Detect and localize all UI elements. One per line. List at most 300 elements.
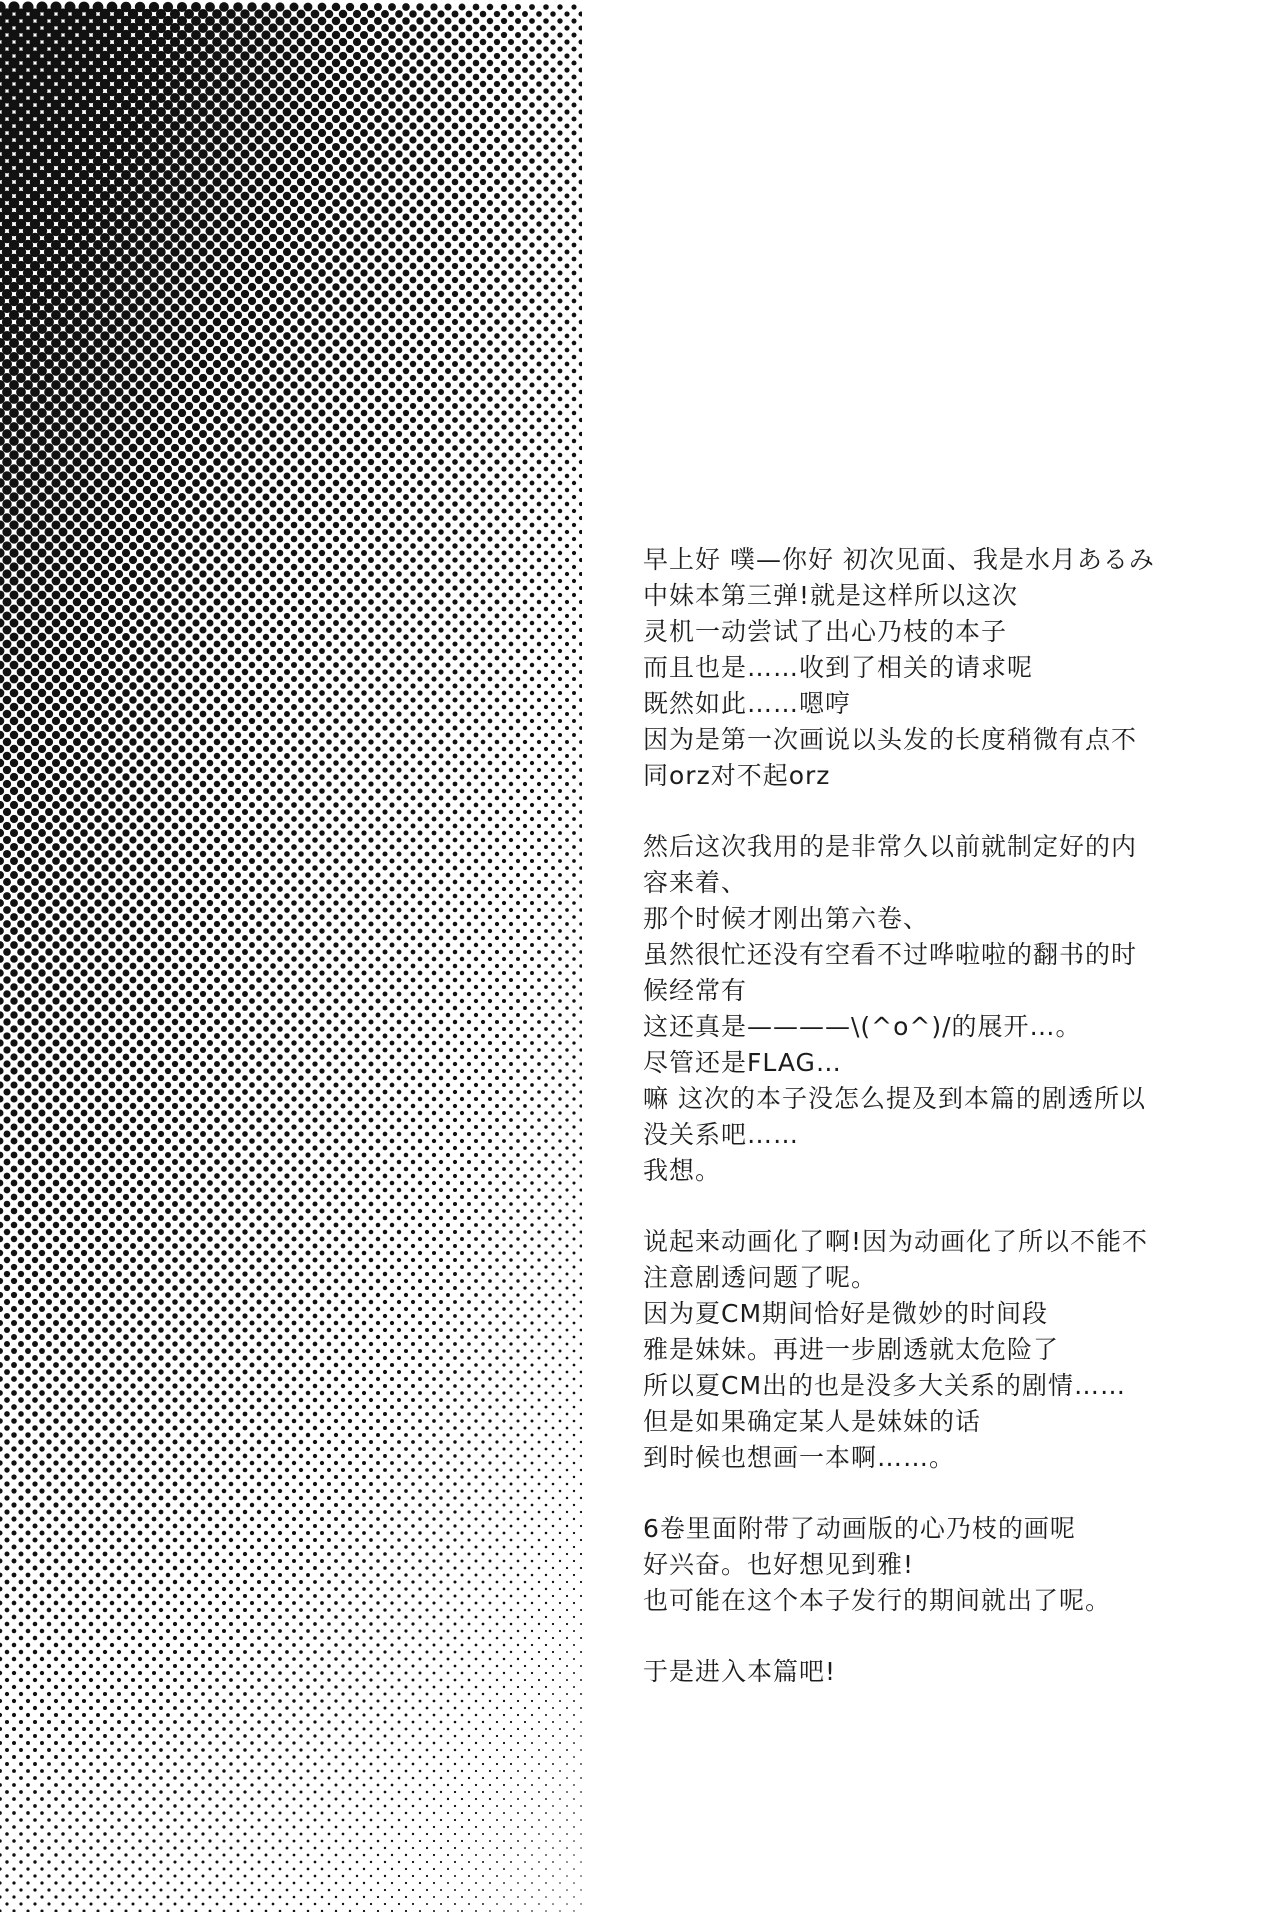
halftone-dot xyxy=(157,528,165,536)
halftone-dot xyxy=(487,452,492,457)
halftone-dot xyxy=(297,150,305,158)
halftone-dot xyxy=(572,229,577,234)
halftone-dot xyxy=(270,543,277,550)
halftone-dot xyxy=(389,298,396,305)
halftone-dot xyxy=(508,319,514,325)
halftone-dot xyxy=(509,572,514,577)
halftone-dot xyxy=(198,9,208,19)
halftone-dot xyxy=(375,410,382,417)
halftone-dot xyxy=(326,711,332,717)
halftone-dot xyxy=(473,186,479,192)
halftone-dot xyxy=(382,543,388,549)
halftone-dot xyxy=(508,81,514,87)
halftone-dot xyxy=(319,690,325,696)
halftone-dot xyxy=(395,122,402,129)
halftone-dot xyxy=(410,599,416,605)
halftone-dot xyxy=(522,207,528,213)
halftone-dot xyxy=(333,620,339,626)
halftone-dot xyxy=(290,423,297,430)
halftone-dot xyxy=(261,86,270,95)
halftone-dot xyxy=(402,87,409,94)
halftone-dot xyxy=(367,108,375,116)
halftone-dot xyxy=(333,550,339,556)
halftone-dot xyxy=(242,669,248,675)
halftone-dot xyxy=(305,466,312,473)
halftone-dot xyxy=(156,219,166,229)
halftone-dot xyxy=(277,690,283,696)
halftone-dot xyxy=(395,220,402,227)
halftone-dot xyxy=(572,383,577,388)
halftone-dot xyxy=(23,422,33,432)
halftone-dot xyxy=(297,10,306,19)
halftone-dot xyxy=(10,647,19,656)
halftone-dot xyxy=(375,438,381,444)
halftone-dot xyxy=(466,627,471,632)
halftone-dot xyxy=(368,613,374,619)
halftone-dot xyxy=(270,655,276,661)
halftone-dot xyxy=(312,529,318,535)
halftone-dot xyxy=(101,794,109,802)
halftone-dot xyxy=(65,492,74,501)
halftone-dot xyxy=(537,684,541,688)
halftone-dot xyxy=(396,403,402,409)
halftone-dot xyxy=(396,697,401,702)
halftone-dot xyxy=(473,228,479,234)
halftone-dot xyxy=(508,95,514,101)
halftone-dot xyxy=(459,74,466,81)
halftone-dot xyxy=(256,613,263,620)
halftone-dot xyxy=(3,682,12,691)
halftone-dot xyxy=(150,451,158,459)
halftone-dot xyxy=(52,815,60,823)
halftone-dot xyxy=(206,605,213,612)
halftone-dot xyxy=(452,445,458,451)
halftone-dot xyxy=(409,164,416,171)
halftone-dot xyxy=(17,598,26,607)
halftone-dot xyxy=(283,164,292,173)
halftone-dot xyxy=(184,205,193,214)
halftone-dot xyxy=(163,170,173,180)
halftone-dot xyxy=(487,256,493,262)
halftone-dot xyxy=(467,698,472,703)
halftone-dot xyxy=(226,65,235,74)
halftone-dot xyxy=(227,290,235,298)
halftone-dot xyxy=(191,114,201,124)
halftone-dot xyxy=(115,626,123,634)
halftone-dot xyxy=(354,739,359,744)
halftone-dot xyxy=(178,689,185,696)
halftone-dot xyxy=(228,641,235,648)
halftone-dot xyxy=(340,599,346,605)
halftone-dot xyxy=(536,109,542,115)
halftone-dot xyxy=(530,481,535,486)
halftone-dot xyxy=(410,347,416,353)
halftone-dot xyxy=(206,255,215,264)
halftone-dot xyxy=(178,521,186,529)
halftone-dot xyxy=(311,178,319,186)
halftone-dot xyxy=(495,796,500,801)
halftone-dot xyxy=(136,381,145,390)
halftone-dot xyxy=(10,605,19,614)
halftone-dot xyxy=(0,787,4,795)
halftone-dot xyxy=(564,179,569,184)
halftone-dot xyxy=(417,746,422,751)
halftone-dot xyxy=(522,95,528,101)
halftone-dot xyxy=(550,207,555,212)
halftone-dot xyxy=(185,472,193,480)
halftone-dot xyxy=(312,487,319,494)
halftone-dot xyxy=(270,809,276,815)
halftone-dot xyxy=(108,493,117,502)
halftone-dot xyxy=(318,143,326,151)
halftone-dot xyxy=(164,451,172,459)
halftone-dot xyxy=(368,417,375,424)
halftone-dot xyxy=(65,450,74,459)
halftone-dot xyxy=(192,283,201,292)
halftone-dot xyxy=(403,312,410,319)
halftone-dot xyxy=(409,80,416,87)
halftone-dot xyxy=(332,87,340,95)
halftone-dot xyxy=(459,382,465,388)
halftone-dot xyxy=(375,522,381,528)
halftone-dot xyxy=(115,724,123,732)
halftone-dot xyxy=(213,430,221,438)
halftone-dot xyxy=(438,207,445,214)
halftone-dot xyxy=(529,32,535,38)
halftone-dot xyxy=(143,500,151,508)
halftone-dot xyxy=(228,725,234,731)
halftone-dot xyxy=(184,163,194,173)
halftone-dot xyxy=(438,263,445,270)
halftone-dot xyxy=(256,515,263,522)
halftone-dot xyxy=(445,270,451,276)
halftone-dot xyxy=(128,303,137,312)
halftone-dot xyxy=(481,810,486,815)
halftone-dot xyxy=(494,445,499,450)
halftone-dot xyxy=(488,733,493,738)
halftone-dot xyxy=(494,543,499,548)
halftone-dot xyxy=(122,633,130,641)
halftone-dot xyxy=(340,417,347,424)
halftone-dot xyxy=(339,220,347,228)
halftone-dot xyxy=(312,781,318,787)
halftone-dot xyxy=(318,269,326,277)
halftone-dot xyxy=(515,382,520,387)
halftone-dot xyxy=(508,417,513,422)
halftone-dot xyxy=(424,627,429,632)
halftone-dot xyxy=(9,576,18,585)
halftone-dot xyxy=(193,718,200,725)
halftone-dot xyxy=(269,136,278,145)
halftone-dot xyxy=(150,619,158,627)
halftone-dot xyxy=(136,773,143,780)
halftone-dot xyxy=(80,493,89,502)
halftone-dot xyxy=(235,564,242,571)
halftone-dot xyxy=(305,564,311,570)
halftone-dot xyxy=(487,270,493,276)
halftone-dot xyxy=(2,471,12,481)
halftone-dot xyxy=(256,543,263,550)
halftone-dot xyxy=(73,500,82,509)
halftone-dot xyxy=(270,725,276,731)
halftone-dot xyxy=(241,514,248,521)
halftone-dot xyxy=(481,740,486,745)
halftone-dot xyxy=(234,227,243,236)
halftone-dot xyxy=(565,502,569,506)
halftone-dot xyxy=(508,375,513,380)
halftone-dot xyxy=(94,591,102,599)
halftone-dot xyxy=(438,529,444,535)
halftone-dot xyxy=(487,466,492,471)
halftone-dot xyxy=(360,101,368,109)
halftone-dot xyxy=(0,689,4,698)
halftone-dot xyxy=(318,3,327,12)
halftone-dot xyxy=(129,668,137,676)
halftone-dot xyxy=(305,536,311,542)
halftone-dot xyxy=(339,122,347,130)
halftone-dot xyxy=(368,333,375,340)
halftone-dot xyxy=(10,633,19,642)
halftone-dot xyxy=(501,32,507,38)
halftone-dot xyxy=(0,590,5,599)
halftone-dot xyxy=(403,774,408,779)
halftone-dot xyxy=(291,564,297,570)
halftone-dot xyxy=(424,375,430,381)
halftone-dot xyxy=(311,276,319,284)
halftone-dot xyxy=(122,465,131,474)
halftone-dot xyxy=(502,719,507,724)
halftone-dot xyxy=(339,262,347,270)
halftone-dot xyxy=(367,80,375,88)
halftone-dot xyxy=(73,752,81,760)
halftone-dot xyxy=(290,157,298,165)
halftone-dot xyxy=(537,754,541,758)
halftone-dot xyxy=(142,177,152,187)
halftone-dot xyxy=(298,501,305,508)
halftone-dot xyxy=(101,486,110,495)
halftone-dot xyxy=(164,409,173,418)
halftone-dot xyxy=(551,306,556,311)
halftone-dot xyxy=(459,452,465,458)
halftone-dot xyxy=(101,514,110,523)
halftone-dot xyxy=(44,429,54,439)
halftone-dot xyxy=(529,116,535,122)
halftone-dot xyxy=(565,698,569,702)
halftone-dot xyxy=(558,313,563,318)
halftone-dot xyxy=(235,592,242,599)
halftone-dot xyxy=(304,101,313,110)
halftone-dot xyxy=(536,221,541,226)
halftone-dot xyxy=(312,515,318,521)
halftone-dot xyxy=(305,522,312,529)
halftone-dot xyxy=(579,264,582,269)
halftone-dot xyxy=(199,612,206,619)
halftone-dot xyxy=(298,599,304,605)
halftone-dot xyxy=(170,289,179,298)
halftone-dot xyxy=(66,745,74,753)
halftone-dot xyxy=(0,534,5,543)
halftone-dot xyxy=(333,788,338,793)
halftone-dot xyxy=(367,206,374,213)
halftone-dot xyxy=(66,703,74,711)
halftone-dot xyxy=(150,563,158,571)
halftone-dot xyxy=(375,550,381,556)
halftone-dot xyxy=(459,46,466,53)
halftone-dot xyxy=(164,367,173,376)
halftone-dot xyxy=(220,311,228,319)
halftone-dot xyxy=(115,584,123,592)
halftone-dot xyxy=(565,418,570,423)
halftone-dot xyxy=(437,24,444,31)
halftone-dot xyxy=(530,789,534,793)
halftone-dot xyxy=(515,32,521,38)
halftone-dot xyxy=(227,262,236,271)
halftone-dot xyxy=(543,200,548,205)
halftone-dot xyxy=(354,697,360,703)
halftone-dot xyxy=(30,387,40,397)
halftone-dot xyxy=(23,562,32,571)
halftone-dot xyxy=(466,165,472,171)
halftone-dot xyxy=(164,591,172,599)
halftone-dot xyxy=(572,481,576,485)
halftone-dot xyxy=(108,549,116,557)
halftone-dot xyxy=(263,550,270,557)
halftone-dot xyxy=(312,599,318,605)
halftone-dot xyxy=(530,467,535,472)
halftone-dot xyxy=(410,711,415,716)
halftone-dot xyxy=(375,382,382,389)
halftone-dot xyxy=(235,578,242,585)
halftone-dot xyxy=(269,80,278,89)
halftone-dot xyxy=(115,640,123,648)
halftone-dot xyxy=(522,291,527,296)
halftone-dot xyxy=(374,199,381,206)
halftone-dot xyxy=(438,249,445,256)
halftone-dot xyxy=(453,768,458,773)
halftone-dot xyxy=(333,718,339,724)
halftone-dot xyxy=(389,480,395,486)
halftone-dot xyxy=(509,656,514,661)
halftone-dot xyxy=(235,802,241,808)
halftone-dot xyxy=(115,766,123,774)
halftone-dot xyxy=(319,508,325,514)
halftone-dot xyxy=(121,380,130,389)
halftone-dot xyxy=(10,619,19,628)
halftone-dot xyxy=(339,66,347,74)
halftone-dot xyxy=(205,16,215,26)
halftone-dot xyxy=(502,649,507,654)
halftone-dot xyxy=(522,417,527,422)
halftone-dot xyxy=(291,592,297,598)
halftone-dot xyxy=(487,564,492,569)
halftone-dot xyxy=(375,578,381,584)
halftone-dot xyxy=(382,613,388,619)
halftone-dot xyxy=(221,760,227,766)
halftone-dot xyxy=(354,487,360,493)
halftone-dot xyxy=(487,60,493,66)
halftone-dot xyxy=(374,115,382,123)
halftone-dot xyxy=(402,3,410,11)
halftone-dot xyxy=(193,662,200,669)
halftone-dot xyxy=(417,466,423,472)
halftone-dot xyxy=(409,178,416,185)
halftone-dot xyxy=(495,754,500,759)
halftone-dot xyxy=(325,304,332,311)
halftone-dot xyxy=(501,494,506,499)
halftone-dot xyxy=(263,606,270,613)
halftone-dot xyxy=(480,417,486,423)
halftone-dot xyxy=(234,269,243,278)
halftone-dot xyxy=(516,579,521,584)
halftone-dot xyxy=(543,158,548,163)
halftone-dot xyxy=(466,515,471,520)
halftone-dot xyxy=(522,39,528,45)
halftone-dot xyxy=(438,235,445,242)
halftone-dot xyxy=(382,319,389,326)
halftone-dot xyxy=(346,59,354,67)
halftone-dot xyxy=(312,711,318,717)
halftone-dot xyxy=(508,445,513,450)
halftone-dot xyxy=(480,25,487,32)
halftone-dot xyxy=(9,408,19,418)
halftone-dot xyxy=(466,641,471,646)
halftone-dot xyxy=(284,711,290,717)
halftone-dot xyxy=(213,262,222,271)
halftone-dot xyxy=(2,485,11,494)
halftone-dot xyxy=(79,282,89,292)
halftone-dot xyxy=(108,633,116,641)
halftone-dot xyxy=(431,158,438,165)
halftone-dot xyxy=(481,796,486,801)
halftone-dot xyxy=(121,310,130,319)
halftone-dot xyxy=(221,802,227,808)
halftone-dot xyxy=(199,626,206,633)
halftone-dot xyxy=(114,373,123,382)
halftone-dot xyxy=(17,724,25,732)
halftone-dot xyxy=(361,354,368,361)
halftone-dot xyxy=(214,613,221,620)
halftone-dot xyxy=(241,402,249,410)
halftone-dot xyxy=(212,51,222,61)
halftone-dot xyxy=(382,725,387,730)
halftone-dot xyxy=(200,683,207,690)
halftone-dot xyxy=(516,593,521,598)
halftone-dot xyxy=(220,535,227,542)
halftone-dot xyxy=(290,367,297,374)
halftone-dot xyxy=(326,389,333,396)
halftone-dot xyxy=(51,492,60,501)
halftone-dot xyxy=(184,93,194,103)
halftone-dot xyxy=(255,262,263,270)
halftone-dot xyxy=(276,129,285,138)
halftone-dot xyxy=(508,333,513,338)
halftone-dot xyxy=(530,593,535,598)
halftone-dot xyxy=(550,81,555,86)
halftone-dot xyxy=(466,81,473,88)
halftone-dot xyxy=(522,11,528,17)
halftone-dot xyxy=(221,676,228,683)
halftone-dot xyxy=(206,507,214,515)
halftone-dot xyxy=(339,206,347,214)
halftone-dot xyxy=(219,30,229,40)
halftone-dot xyxy=(551,348,556,353)
halftone-dot xyxy=(276,227,284,235)
halftone-dot xyxy=(564,11,569,16)
halftone-dot xyxy=(480,459,485,464)
halftone-dot xyxy=(410,795,415,800)
halftone-dot xyxy=(304,185,312,193)
halftone-dot xyxy=(333,396,340,403)
